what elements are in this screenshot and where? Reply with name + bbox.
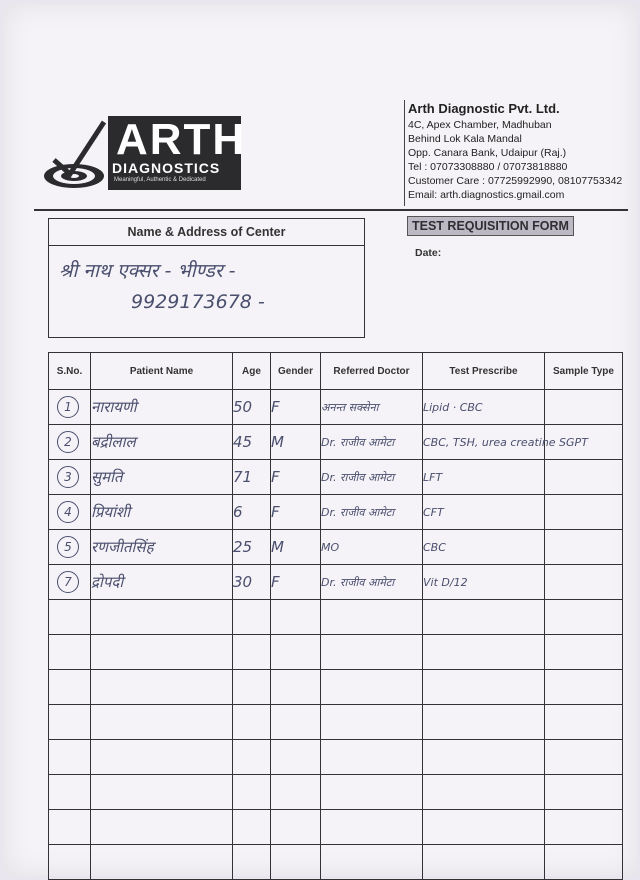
cell-gender-text: M: [271, 433, 284, 451]
patient-table: [48, 352, 623, 880]
cell-patient-name-text: रणजीतसिंह: [91, 538, 154, 556]
cell-sno: [49, 390, 91, 425]
table-row: [49, 845, 623, 880]
sno-circle: 7: [57, 571, 79, 593]
table-row: [49, 740, 623, 775]
cell-gender-text: F: [271, 468, 280, 486]
cell-age: [233, 810, 271, 845]
company-details: [408, 100, 640, 202]
cell-test-prescribe: [423, 565, 545, 600]
customer-care: Customer Care : 07725992990, 08107753342: [408, 175, 623, 187]
cell-age: [233, 740, 271, 775]
cell-age: [233, 775, 271, 810]
cell-test-prescribe: [423, 810, 545, 845]
center-title: Name & Address of Center: [49, 219, 364, 246]
table-header-row: [49, 353, 623, 390]
cell-gender: [271, 810, 321, 845]
table-row: [49, 600, 623, 635]
address-line: 4C, Apex Chamber, Madhuban: [408, 119, 552, 131]
cell-sno: [49, 740, 91, 775]
target-check-icon: [40, 114, 110, 196]
cell-age: [233, 670, 271, 705]
table-row: [49, 670, 623, 705]
cell-patient-name: [91, 635, 233, 670]
cell-sno: [49, 635, 91, 670]
cell-patient-name: [91, 740, 233, 775]
cell-sample-type: [545, 670, 623, 705]
cell-gender-text: F: [271, 398, 280, 416]
col-sample-type: Sample Type: [545, 353, 623, 390]
cell-age-text: 6: [233, 503, 243, 521]
cell-sno: [49, 530, 91, 565]
cell-test-prescribe: [423, 495, 545, 530]
cell-sample-type: [545, 565, 623, 600]
cell-referred-doctor-text: अनन्त सक्सेना: [321, 400, 379, 414]
cell-patient-name: [91, 810, 233, 845]
sno-circle: 1: [57, 396, 79, 418]
table-row: [49, 635, 623, 670]
cell-test-prescribe: [423, 425, 588, 460]
cell-referred-doctor-text: Dr. राजीव आमेटा: [321, 470, 395, 484]
cell-referred-doctor: [321, 390, 423, 425]
cell-gender: [271, 670, 321, 705]
col-age: Age: [233, 353, 271, 390]
cell-test-prescribe: [423, 390, 545, 425]
cell-patient-name: [91, 705, 233, 740]
cell-sample-type: [545, 460, 623, 495]
cell-referred-doctor: [321, 530, 423, 565]
cell-age: [233, 565, 271, 600]
cell-patient-name-text: नारायणी: [91, 398, 137, 416]
cell-sno: [49, 565, 91, 600]
cell-patient-name-text: द्रोपदी: [91, 573, 124, 591]
cell-test-prescribe-text: CBC, TSH, urea creatine SGPT: [423, 435, 588, 449]
cell-referred-doctor: [321, 460, 423, 495]
logo-tagline: Meaningful, Authentic & Dedicated: [114, 177, 206, 183]
cell-sample-type: [545, 495, 623, 530]
cell-age: [233, 600, 271, 635]
cell-patient-name: [91, 565, 233, 600]
cell-patient-name: [91, 530, 233, 565]
cell-patient-name: [91, 600, 233, 635]
cell-referred-doctor: [321, 670, 423, 705]
cell-sno: [49, 670, 91, 705]
cell-patient-name: [91, 495, 233, 530]
table-row: [49, 390, 623, 425]
cell-patient-name-text: बद्रीलाल: [91, 433, 136, 451]
cell-sno: [49, 810, 91, 845]
cell-sno: [49, 460, 91, 495]
cell-gender: [271, 845, 321, 880]
cell-age-text: 50: [233, 398, 253, 416]
cell-age-text: 30: [233, 573, 253, 591]
cell-sample-type: [545, 600, 623, 635]
cell-sample-type: [545, 845, 623, 880]
cell-sample-type: [545, 740, 623, 775]
cell-referred-doctor-text: MO: [321, 540, 340, 554]
center-box: [48, 218, 365, 338]
cell-referred-doctor: [321, 775, 423, 810]
cell-referred-doctor: [321, 600, 423, 635]
cell-patient-name: [91, 390, 233, 425]
col-sno: S.No.: [49, 353, 91, 390]
cell-sample-type: [545, 530, 623, 565]
cell-sno: [49, 845, 91, 880]
cell-test-prescribe: [423, 670, 545, 705]
cell-referred-doctor: [321, 845, 423, 880]
cell-sno: [49, 775, 91, 810]
logo-arth-word: ARTH: [116, 115, 247, 164]
cell-referred-doctor: [321, 565, 423, 600]
company-name: Arth Diagnostic Pvt. Ltd.: [408, 101, 560, 116]
cell-test-prescribe: [423, 705, 545, 740]
table-row: [49, 565, 623, 600]
cell-age-text: 45: [233, 433, 253, 451]
cell-test-prescribe: [423, 460, 545, 495]
cell-test-prescribe-text: CBC: [423, 540, 446, 554]
cell-sample-type: [545, 810, 623, 845]
cell-patient-name-text: प्रियांशी: [91, 503, 131, 521]
table-row: [49, 425, 623, 460]
sno-circle: 5: [57, 536, 79, 558]
company-divider: [404, 100, 405, 206]
email: Email: arth.diagnostics.gmail.com: [408, 189, 565, 201]
arth-logo: [40, 114, 245, 196]
cell-referred-doctor: [321, 425, 423, 460]
cell-age-text: 25: [233, 538, 253, 556]
cell-sample-type: [545, 705, 623, 740]
cell-referred-doctor-text: Dr. राजीव आमेटा: [321, 505, 395, 519]
center-phone: 9929173678 -: [131, 291, 265, 313]
cell-test-prescribe-text: LFT: [423, 470, 443, 484]
cell-patient-name: [91, 845, 233, 880]
cell-referred-doctor: [321, 705, 423, 740]
cell-sample-type: [545, 635, 623, 670]
cell-gender: [271, 460, 321, 495]
cell-test-prescribe: [423, 530, 545, 565]
cell-gender-text: M: [271, 538, 284, 556]
cell-age: [233, 635, 271, 670]
requisition-sheet: [4, 4, 638, 876]
cell-test-prescribe: [423, 775, 545, 810]
col-gender: Gender: [271, 353, 321, 390]
cell-referred-doctor: [321, 495, 423, 530]
cell-gender: [271, 565, 321, 600]
col-referred-doctor: Referred Doctor: [321, 353, 423, 390]
cell-gender-text: F: [271, 503, 280, 521]
col-patient-name: Patient Name: [91, 353, 233, 390]
cell-referred-doctor-text: Dr. राजीव आमेटा: [321, 435, 395, 449]
cell-patient-name: [91, 425, 233, 460]
cell-sample-type: [545, 390, 623, 425]
cell-gender: [271, 740, 321, 775]
cell-gender: [271, 530, 321, 565]
cell-age: [233, 425, 271, 460]
cell-test-prescribe-text: CFT: [423, 505, 444, 519]
cell-referred-doctor: [321, 635, 423, 670]
cell-test-prescribe: [423, 635, 545, 670]
table-row: [49, 810, 623, 845]
cell-referred-doctor: [321, 740, 423, 775]
cell-referred-doctor-text: Dr. राजीव आमेटा: [321, 575, 395, 589]
cell-age: [233, 530, 271, 565]
date-label: Date:: [415, 247, 442, 259]
logo-diagnostics-word: DIAGNOSTICS: [112, 160, 221, 176]
form-title: TEST REQUISITION FORM: [407, 216, 574, 236]
sno-circle: 2: [57, 431, 79, 453]
cell-age: [233, 460, 271, 495]
cell-age: [233, 705, 271, 740]
table-row: [49, 705, 623, 740]
cell-gender: [271, 390, 321, 425]
cell-sno: [49, 600, 91, 635]
table-row: [49, 460, 623, 495]
header-rule: [34, 209, 628, 211]
address-line: Opp. Canara Bank, Udaipur (Raj.): [408, 147, 567, 159]
cell-sno: [49, 495, 91, 530]
cell-gender: [271, 600, 321, 635]
cell-age: [233, 495, 271, 530]
cell-patient-name: [91, 670, 233, 705]
cell-gender: [271, 495, 321, 530]
telephone: Tel : 07073308880 / 07073818880: [408, 161, 568, 173]
cell-gender: [271, 705, 321, 740]
table-row: [49, 495, 623, 530]
cell-test-prescribe-text: Vit D/12: [423, 575, 468, 589]
cell-sample-type: [545, 775, 623, 810]
cell-age: [233, 390, 271, 425]
cell-gender: [271, 635, 321, 670]
cell-test-prescribe-text: Lipid · CBC: [423, 400, 483, 414]
sno-circle: 4: [57, 501, 79, 523]
cell-gender: [271, 775, 321, 810]
cell-patient-name: [91, 775, 233, 810]
cell-patient-name-text: सुमति: [91, 468, 123, 486]
sno-circle: 3: [57, 466, 79, 488]
cell-test-prescribe: [423, 600, 545, 635]
center-name: श्री नाथ एक्सर - भीण्डर -: [59, 260, 236, 282]
cell-patient-name: [91, 460, 233, 495]
cell-sno: [49, 425, 91, 460]
table-row: [49, 775, 623, 810]
table-row: [49, 530, 623, 565]
cell-test-prescribe: [423, 845, 545, 880]
cell-age-text: 71: [233, 468, 253, 486]
col-test-prescribe: Test Prescribe: [423, 353, 545, 390]
address-line: Behind Lok Kala Mandal: [408, 133, 522, 145]
cell-test-prescribe: [423, 740, 545, 775]
cell-referred-doctor: [321, 810, 423, 845]
cell-gender: [271, 425, 321, 460]
cell-sno: [49, 705, 91, 740]
cell-gender-text: F: [271, 573, 280, 591]
cell-age: [233, 845, 271, 880]
